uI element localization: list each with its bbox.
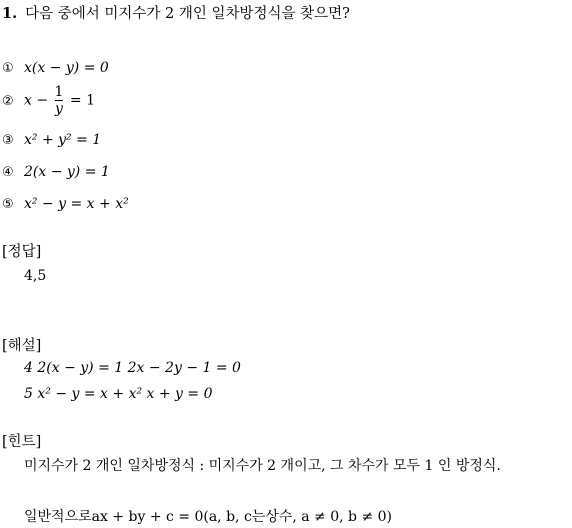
- choice-equation-lhs: x −: [24, 92, 49, 109]
- choice-mark: ①: [2, 61, 14, 76]
- answer-value: 4,5: [24, 268, 47, 284]
- explanation-label: [해설]: [2, 338, 42, 354]
- choice-mark: ⑤: [2, 197, 14, 212]
- explanation-line-2: 5 x² − y = x + x² x + y = 0: [24, 386, 213, 402]
- choice-mark: ③: [2, 133, 14, 148]
- hint-paragraph: 미지수가 2 개인 일차방정식 : 미지수가 2 개이고, 그 차수가 모두 1 인 방정식.: [24, 458, 501, 474]
- answer-label: [정답]: [2, 244, 42, 260]
- hint-label: [힌트]: [2, 434, 42, 450]
- choice-mark: ②: [2, 93, 14, 109]
- choice-equation: x² − y = x + x²: [24, 196, 129, 212]
- hint-general-form: 일반적으로ax + by + c = 0(a, b, c는상수, a ≠ 0, b ≠ 0): [24, 509, 393, 525]
- choice-3: [2, 132, 101, 148]
- choice-equation-rhs: = 1: [69, 92, 95, 109]
- question: [2, 2, 350, 23]
- question-number: 1.: [2, 5, 18, 22]
- choice-1: [2, 60, 109, 76]
- choice-mark: ④: [2, 165, 14, 180]
- explanation-line-1: 4 2(x − y) = 1 2x − 2y − 1 = 0: [24, 360, 241, 376]
- choice-2: [2, 84, 95, 117]
- choice-equation: 2(x − y) = 1: [24, 164, 110, 180]
- question-text: 다음 중에서 미지수가 2 개인 일차방정식을 찾으면?: [25, 6, 350, 22]
- fraction: [55, 84, 64, 117]
- fraction-denominator: y: [55, 101, 63, 117]
- choice-4: [2, 164, 110, 180]
- fraction-numerator: 1: [54, 84, 64, 100]
- choice-5: [2, 196, 129, 212]
- choice-equation: x² + y² = 1: [24, 132, 102, 148]
- choice-equation: x(x − y) = 0: [24, 60, 109, 76]
